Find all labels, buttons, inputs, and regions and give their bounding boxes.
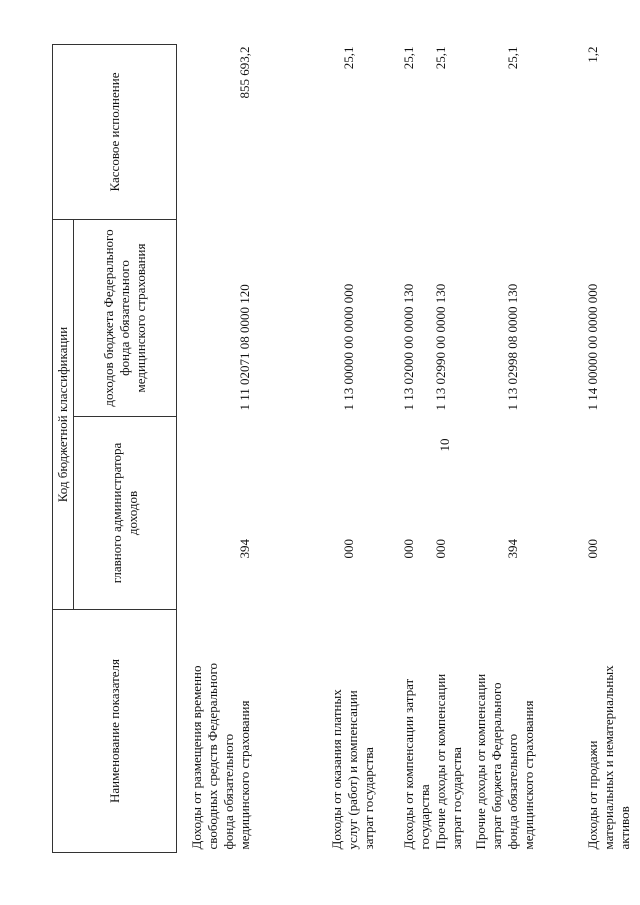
- row-execution-value: 25,1: [433, 46, 448, 70]
- row-admin-code: 000: [433, 539, 448, 559]
- row-execution-value: 25,1: [505, 46, 520, 70]
- row-income-code: 1 13 02998 08 0000 130: [505, 283, 520, 411]
- row-name-line: государства: [417, 784, 432, 850]
- row-name-line: Доходы от оказания платных: [329, 689, 344, 850]
- row-name-line: свободных средств Федерального: [205, 663, 220, 850]
- row-admin-code: 394: [505, 539, 520, 559]
- row-admin-code: 000: [341, 539, 356, 559]
- row-income-code: 1 11 02071 08 0000 120: [237, 284, 252, 411]
- table-header: [53, 45, 177, 853]
- row-name-line: затрат государства: [449, 747, 464, 850]
- row-name-line: фонда обязательного: [221, 733, 236, 850]
- row-execution-value: 25,1: [401, 46, 416, 70]
- row-name-line: Прочие доходы от компенсации: [473, 673, 488, 850]
- row-execution-value: 25,1: [341, 46, 356, 70]
- row-name-line: медицинского страхования: [237, 700, 252, 850]
- table-row: [401, 45, 433, 853]
- row-name: [433, 610, 473, 853]
- row-name: [473, 610, 585, 853]
- table-row: [473, 45, 585, 853]
- row-name-line: Доходы от размещения временно: [189, 665, 204, 850]
- header-name: Наименование показателя: [53, 610, 177, 853]
- table-row: [177, 45, 330, 853]
- table-row: [329, 45, 401, 853]
- row-name-line: Доходы от продажи: [585, 740, 600, 850]
- row-name-line: активов: [617, 806, 632, 850]
- page-number: 10: [437, 438, 452, 452]
- row-name: [585, 610, 640, 853]
- row-name-line: затрат государства: [361, 747, 376, 850]
- row-name: [177, 610, 330, 853]
- row-name-line: фонда обязательного: [505, 733, 520, 850]
- row-name-line: Доходы от компенсации затрат: [401, 678, 416, 850]
- budget-execution-table: [52, 44, 640, 853]
- row-income-code: 1 13 02990 00 0000 130: [433, 283, 448, 411]
- row-execution-value: 1,2: [585, 46, 600, 63]
- header-code-group: Код бюджетной классификации: [53, 220, 74, 610]
- row-name-line: услуг (работ) и компенсации: [345, 690, 360, 850]
- row-name-line: Прочие доходы от компенсации: [433, 673, 448, 850]
- header-admin: главного администратора доходов: [74, 417, 177, 610]
- row-name-line: затрат бюджета Федерального: [489, 682, 504, 850]
- row-name-line: медицинского страхования: [521, 700, 536, 850]
- table-row: [585, 45, 640, 853]
- row-income-code: 1 13 00000 00 0000 000: [341, 283, 356, 411]
- row-name: [329, 610, 401, 853]
- row-execution-value: 855 693,2: [237, 46, 252, 99]
- table-row: [433, 45, 473, 853]
- row-admin-code: 000: [401, 539, 416, 559]
- row-income-code: 1 14 00000 00 0000 000: [585, 283, 600, 411]
- row-admin-code: 394: [237, 539, 252, 559]
- row-admin-code: 000: [585, 539, 600, 559]
- header-income-code: доходов бюджета Федерального фонда обязательного медицинского страхования: [74, 220, 177, 417]
- header-execution: Кассовое исполнение: [53, 45, 177, 220]
- row-income-code: 1 13 02000 00 0000 130: [401, 283, 416, 411]
- row-name-line: материальных и нематериальных: [601, 665, 616, 850]
- row-name: [401, 610, 433, 853]
